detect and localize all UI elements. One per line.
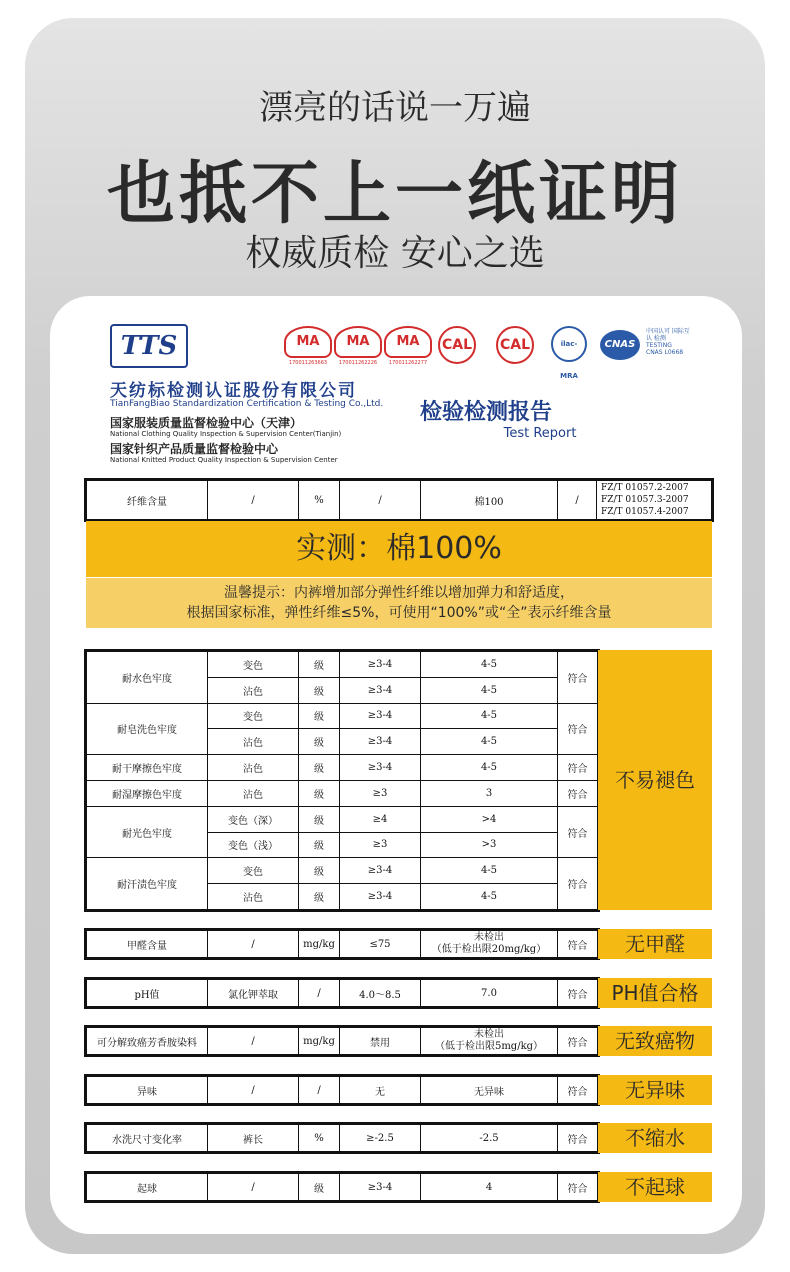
colorfastness-table [86,651,598,910]
ph-tag: PH值合格 [598,978,712,1008]
cf-result: 4-5 [421,858,558,884]
cnas-side-text: 中国认可 国际互认 检测 TESTING CNAS L0668 [646,328,690,356]
fiber-judge: / [558,481,597,520]
single-item: 甲醛含量 [87,931,208,958]
cf-sub: 变色 [208,652,299,678]
fiber-item: 纤维含量 [87,481,208,520]
cal-label: CAL [438,326,476,364]
cf-sub: 变色 [208,858,299,884]
cf-std: ≥3-4 [340,677,421,703]
cf-std: ≥4 [340,806,421,832]
report-title-cn: 检验检测报告 [420,399,553,425]
cf-unit: 级 [299,858,340,884]
ph-table [86,979,598,1007]
single-std: ≥-2.5 [340,1125,421,1152]
single-result: 7.0 [421,980,558,1007]
single-item: pH值 [87,980,208,1007]
cf-unit: 级 [299,703,340,729]
ma-number: 170011263663 [288,360,328,366]
cf-result: 4-5 [421,729,558,755]
cf-unit: 级 [299,652,340,678]
table-row [87,980,598,1007]
single-judge: 符合 [558,1028,598,1055]
table-row [87,1028,598,1055]
table-row [87,858,598,884]
odor-tag: 无异味 [598,1075,712,1105]
cf-result: 4-5 [421,884,558,910]
center1-name-en: National Clothing Quality Inspection & Supervision Center(Tianjin) [110,430,342,438]
cf-judge: 符合 [558,703,598,755]
ma-label: MA [334,326,382,358]
single-unit: % [299,1125,340,1152]
cf-item: 耐湿摩擦色牢度 [87,780,208,806]
formaldehyde-table [86,930,598,958]
cf-std: ≥3-4 [340,729,421,755]
result-note: （低于检出限5mg/kg） [434,1041,544,1052]
headline-main: 也抵不上一纸证明 [106,155,683,234]
fiber-table [86,480,712,520]
single-unit: / [299,1077,340,1104]
cf-item: 耐光色牢度 [87,806,208,858]
cf-sub: 沾色 [208,884,299,910]
cf-std: ≥3-4 [340,703,421,729]
cf-sub: 沾色 [208,780,299,806]
result-note: （低于检出限20mg/kg） [431,944,547,955]
company-name-en: TianFangBiao Standardization Certification & Testing Co.,Ltd. [110,399,384,409]
single-item: 起球 [87,1174,208,1201]
cf-sub: 变色（深） [208,806,299,832]
single-std: 4.0～8.5 [340,980,421,1007]
fiber-unit: % [299,481,340,520]
cf-result: 4-5 [421,703,558,729]
single-unit: mg/kg [299,931,340,958]
cf-unit: 级 [299,677,340,703]
single-method: / [208,1174,299,1201]
cf-sub: 变色 [208,703,299,729]
pilling-table [86,1173,598,1201]
cf-unit: 级 [299,729,340,755]
ilac-mra-icon [551,326,587,380]
pilling-tag: 不起球 [598,1172,712,1202]
cf-sub: 变色（浅） [208,832,299,858]
single-method: / [208,1077,299,1104]
cf-unit: 级 [299,755,340,781]
table-row [87,755,598,781]
cf-result: 3 [421,780,558,806]
cf-result: 4-5 [421,652,558,678]
cf-std: ≥3-4 [340,652,421,678]
cf-item: 耐汗渍色牢度 [87,858,208,910]
cf-judge: 符合 [558,858,598,910]
single-judge: 符合 [558,1174,598,1201]
single-item: 异味 [87,1077,208,1104]
company-name-cn: 天纺标检测认证股份有限公司 [110,381,357,401]
single-item: 可分解致癌芳香胺染料 [87,1028,208,1055]
single-method: / [208,931,299,958]
center2-name-en: National Knitted Product Quality Inspection & Supervision Center [110,456,338,464]
single-result [421,1028,558,1055]
odor-table [86,1076,598,1104]
ma-mark-icon [334,326,382,366]
cf-unit: 级 [299,780,340,806]
table-row [87,703,598,729]
cf-judge: 符合 [558,652,598,704]
fiber-std: / [340,481,421,520]
cf-sub: 沾色 [208,729,299,755]
single-judge: 符合 [558,931,598,958]
single-item: 水洗尺寸变化率 [87,1125,208,1152]
cf-std: ≥3 [340,780,421,806]
ilac-label: ilac-MRA [551,326,587,362]
ma-label: MA [284,326,332,358]
colorfast-tag: 不易褪色 [598,650,712,910]
single-std: 禁用 [340,1028,421,1055]
center2-name-cn: 国家针织产品质量监督检验中心 [110,442,279,456]
result-main: 未检出 [474,932,504,943]
single-result: 无异味 [421,1077,558,1104]
cf-item: 耐干摩擦色牢度 [87,755,208,781]
fiber-standards [597,481,712,520]
table-row [87,931,598,958]
single-method: / [208,1028,299,1055]
cf-std: ≥3-4 [340,858,421,884]
tip-line2: 根据国家标准，弹性纤维≤5%，可使用“100%”或“全”表示纤维含量 [186,605,612,621]
cf-unit: 级 [299,832,340,858]
tip-line1: 温馨提示：内裤增加部分弹性纤维以增加弹力和舒适度， [224,585,574,601]
formaldehyde-tag: 无甲醛 [598,929,712,959]
cf-sub: 沾色 [208,677,299,703]
cf-result: >3 [421,832,558,858]
cf-result: 4-5 [421,755,558,781]
single-unit: / [299,980,340,1007]
measured-result-band: 实测：棉100% [86,521,712,577]
single-unit: mg/kg [299,1028,340,1055]
cal-label: CAL [496,326,534,364]
table-row [87,652,598,678]
cal-mark-icon [496,326,534,364]
cf-item: 耐水色牢度 [87,652,208,704]
tip-note [86,578,712,628]
cnas-label: CNAS [600,330,640,360]
tts-logo: TTS [110,324,188,368]
cf-item: 耐皂洗色牢度 [87,703,208,755]
table-row [87,780,598,806]
cnas-icon [600,330,640,360]
cf-std: ≥3-4 [340,755,421,781]
standard-line: FZ/T 01057.4-2007 [601,507,689,517]
cf-unit: 级 [299,884,340,910]
single-method: 裤长 [208,1125,299,1152]
headline-line3: 权威质检 安心之选 [245,233,545,274]
cf-unit: 级 [299,806,340,832]
cf-judge: 符合 [558,780,598,806]
ma-mark-icon [384,326,432,366]
ma-mark-icon [284,326,332,366]
azo-table [86,1027,598,1055]
single-method: 氯化钾萃取 [208,980,299,1007]
ma-number: 170011262277 [388,360,428,366]
single-std: ≤75 [340,931,421,958]
result-main: 未检出 [474,1029,504,1040]
standard-line: FZ/T 01057.3-2007 [601,495,689,505]
fiber-req: / [208,481,299,520]
carcinogen-tag: 无致癌物 [598,1026,712,1056]
cf-result: 4-5 [421,677,558,703]
ma-label: MA [384,326,432,358]
headline-line1: 漂亮的话说一万遍 [259,88,531,128]
single-judge: 符合 [558,1077,598,1104]
shrinkage-table [86,1124,598,1152]
table-row [87,1174,598,1201]
single-result [421,931,558,958]
report-title-en: Test Report [503,426,577,441]
single-result: 4 [421,1174,558,1201]
table-row [87,1125,598,1152]
shrinkage-tag: 不缩水 [598,1123,712,1153]
cf-std: ≥3-4 [340,884,421,910]
cf-sub: 沾色 [208,755,299,781]
single-std: ≥3-4 [340,1174,421,1201]
cf-judge: 符合 [558,806,598,858]
cf-result: >4 [421,806,558,832]
single-result: -2.5 [421,1125,558,1152]
single-unit: 级 [299,1174,340,1201]
table-row [87,806,598,832]
cf-std: ≥3 [340,832,421,858]
center1-name-cn: 国家服装质量监督检验中心（天津） [110,416,303,430]
single-std: 无 [340,1077,421,1104]
table-row [87,1077,598,1104]
single-judge: 符合 [558,1125,598,1152]
ma-number: 170011262226 [338,360,378,366]
cf-judge: 符合 [558,755,598,781]
single-judge: 符合 [558,980,598,1007]
fiber-result: 棉100 [421,481,558,520]
standard-line: FZ/T 01057.2-2007 [601,483,689,493]
cal-mark-icon [438,326,476,364]
